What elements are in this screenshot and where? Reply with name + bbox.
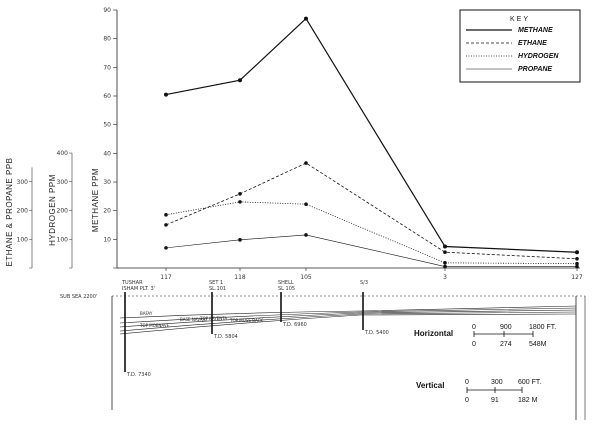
hydrogen-axis-title: HYDROGEN PPM xyxy=(48,174,57,246)
propane-point xyxy=(575,265,579,269)
ethane-line xyxy=(166,163,577,259)
well-td-label: T.D. 7340 xyxy=(127,372,151,378)
methane-axis xyxy=(91,7,117,268)
layer-label: TOP KAYENTA xyxy=(200,316,228,321)
methane-point xyxy=(443,245,447,249)
x-tick-label: 117 xyxy=(160,274,172,281)
well-4 xyxy=(360,280,389,336)
horizontal-scale-m-label: 548M xyxy=(529,341,547,348)
well-name: SHELL xyxy=(278,280,294,286)
vertical-scale-ft-label: 300 xyxy=(491,379,503,386)
datum-label: SUB SEA 2200' xyxy=(60,294,98,300)
vertical-scale-ft-label: 600 FT. xyxy=(518,379,542,386)
methane-tick-label: 40 xyxy=(103,150,111,158)
horizontal-scale-m-label: 274 xyxy=(500,341,512,348)
layer-label: TOP MOSS BACK xyxy=(230,318,264,323)
hydrogen-point xyxy=(164,213,168,217)
propane-point xyxy=(304,233,308,237)
ethane-tick-label: 300 xyxy=(16,178,28,186)
horizontal-scale-label: Horizontal xyxy=(414,329,454,338)
hydrogen-point xyxy=(304,202,308,206)
methane-tick-label: 50 xyxy=(103,121,111,129)
series-ethane xyxy=(164,161,579,260)
x-tick-label: 3 xyxy=(443,274,447,281)
vertical-scale-m-label: 0 xyxy=(465,397,469,404)
methane-point xyxy=(238,78,242,82)
well-3 xyxy=(278,280,307,328)
horizontal-scale-ft-label: 900 xyxy=(500,324,512,331)
hydrogen-tick-label: 100 xyxy=(56,236,68,244)
legend-label-ethane: ETHANE xyxy=(518,40,547,47)
horizontal-scale-m-label: 0 xyxy=(472,341,476,348)
methane-tick-label: 70 xyxy=(103,64,111,72)
propane-point xyxy=(443,265,447,269)
layer-label: BAFAY xyxy=(140,311,153,316)
methane-tick-label: 60 xyxy=(103,93,111,100)
methane-tick-label: 30 xyxy=(103,179,111,186)
methane-point xyxy=(575,250,579,254)
legend xyxy=(460,10,580,82)
ethane-tick-label: 200 xyxy=(16,207,28,215)
well-name: S/3 xyxy=(360,280,369,286)
propane-line xyxy=(166,235,577,267)
layer-label: BASE NAVAJO xyxy=(180,317,207,322)
methane-tick-label: 90 xyxy=(103,7,111,14)
well-2 xyxy=(209,280,238,340)
layer-label: TOP MOENAVE xyxy=(140,323,170,328)
methane-point xyxy=(304,17,308,21)
well-1 xyxy=(121,280,155,378)
legend-label-methane: METHANE xyxy=(518,27,553,34)
ethane-propane-axis xyxy=(5,158,32,269)
hydrogen-point xyxy=(443,261,447,265)
vertical-scale-m-label: 182 M xyxy=(518,397,538,404)
vertical-scale-ft-label: 0 xyxy=(465,379,469,386)
well-name: TUSHAR xyxy=(122,280,143,286)
hydrogen-tick-label: 200 xyxy=(56,207,68,215)
hydrogen-tick-label: 400 xyxy=(56,150,68,157)
legend-title: KEY xyxy=(509,16,531,23)
horizontal-scale-ft-label: 0 xyxy=(472,324,476,331)
well-sub-label: ISHAM PLT. 3' xyxy=(122,286,156,292)
ethane-point xyxy=(164,223,168,227)
hydrogen-point xyxy=(238,200,242,204)
ethane-point xyxy=(238,192,242,196)
geologic-cross-section xyxy=(60,280,585,420)
methane-tick-label: 10 xyxy=(103,236,111,244)
hydrogen-axis xyxy=(48,150,72,268)
well-td-label: T.D. 6960 xyxy=(283,322,307,328)
ethane-point xyxy=(575,257,579,261)
legend-label-hydrogen: HYDROGEN xyxy=(518,53,559,60)
well-name: SET 1 xyxy=(209,280,224,286)
well-sub-label: SL.101 xyxy=(209,286,227,292)
methane-tick-label: 20 xyxy=(103,207,111,215)
x-tick-label: 127 xyxy=(571,274,583,281)
methane-point xyxy=(164,93,168,97)
series-propane xyxy=(164,233,579,268)
x-tick-label: 118 xyxy=(234,274,246,281)
x-tick-label: 105 xyxy=(300,274,312,281)
well-sub-label: SL 105 xyxy=(278,286,296,292)
vertical-scale-label: Vertical xyxy=(416,381,445,390)
ethane-axis-title: ETHANE & PROPANE PPB xyxy=(5,157,14,267)
x-axis xyxy=(160,268,583,281)
methane-tick-label: 80 xyxy=(103,35,111,43)
hydrogen-line xyxy=(166,202,577,264)
scale-bars xyxy=(414,324,556,404)
ethane-point xyxy=(443,250,447,254)
legend-label-propane: PROPANE xyxy=(518,66,553,73)
propane-point xyxy=(164,246,168,250)
propane-point xyxy=(238,238,242,242)
ethane-tick-label: 100 xyxy=(16,236,28,244)
ethane-point xyxy=(304,161,308,165)
horizontal-scale-ft-label: 1800 FT. xyxy=(529,324,557,331)
methane-axis-title: METHANE PPM xyxy=(91,167,100,233)
vertical-scale-m-label: 91 xyxy=(491,397,499,404)
well-td-label: T.D. 5400 xyxy=(365,330,389,336)
well-td-label: T.D. 5804 xyxy=(214,334,238,340)
hydrogen-tick-label: 300 xyxy=(56,178,68,186)
series-hydrogen xyxy=(164,200,579,265)
